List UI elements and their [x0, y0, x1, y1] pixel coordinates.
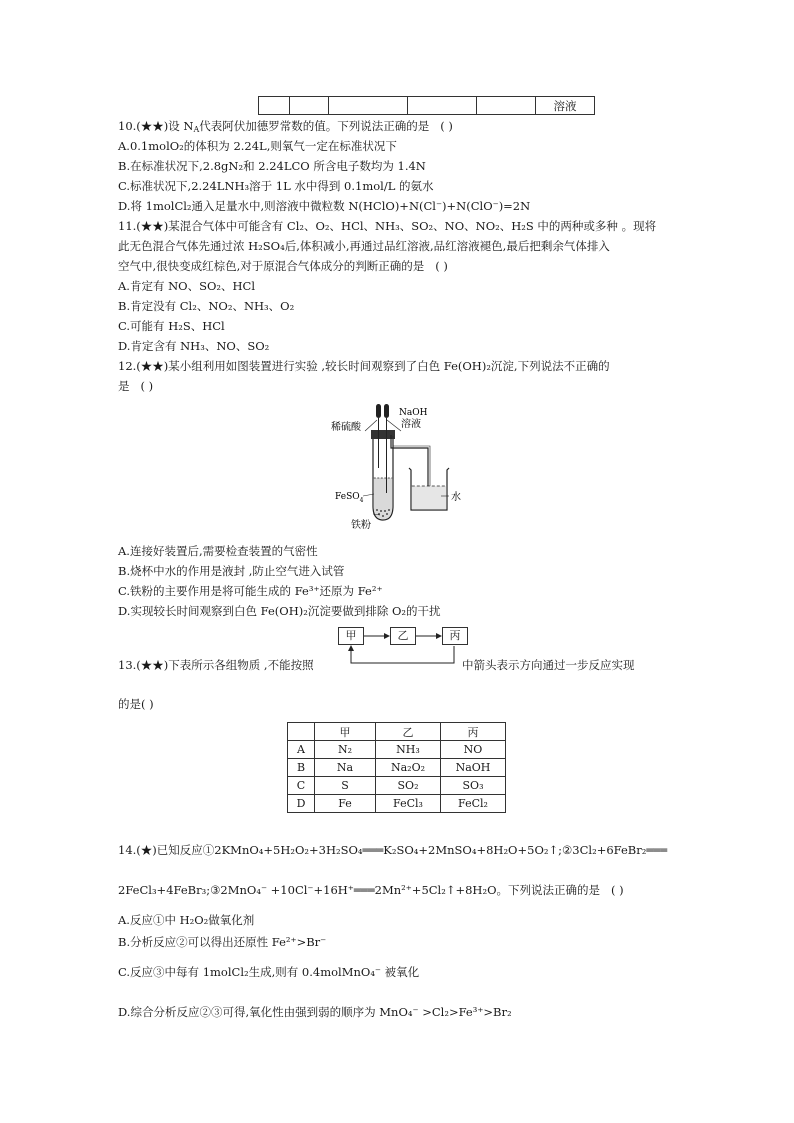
table-cell [290, 97, 329, 115]
q12-stem-line1 [118, 358, 610, 374]
q12-option-a: A.连接好装置后,需要检查装置的气密性 [118, 544, 318, 558]
q10-stem-tail: 代表阿伏加德罗常数的值。下列说法正确的是 [199, 119, 430, 133]
arrowhead-bing-to-jia [348, 645, 354, 651]
table-row [288, 741, 506, 759]
table-cell: 溶液 [536, 97, 595, 115]
table-cell: N₂ [315, 741, 376, 759]
q13-stem [118, 657, 314, 673]
q10-option-a: A.0.1molO₂的体积为 2.24L,则氧气一定在标准状况下 [118, 139, 397, 153]
q13-stem-line2: 的是( ) [118, 697, 154, 711]
dropper-bulb-left [376, 404, 381, 418]
q11-stem-line2: 此无色混合气体先通过浓 H₂SO₄后,体积减小,再通过品红溶液,品红溶液褪色,最后把剩余气体排入 [118, 239, 610, 253]
flow-arrows [330, 627, 480, 677]
q14-stem-line1 [118, 842, 667, 858]
leader-naoh [387, 420, 401, 431]
table-cell: SO₃ [441, 777, 506, 795]
table-header-cell: 甲 [315, 723, 376, 741]
table-cell: Na₂O₂ [376, 759, 441, 777]
previous-question-table [258, 96, 595, 115]
table-cell: A [288, 741, 315, 759]
label-dilute-sulfuric-acid: 稀硫酸 [331, 422, 361, 433]
table-cell: S [315, 777, 376, 795]
question-number: 10.(★★) [118, 119, 169, 133]
q12-line2-text: 是 [118, 379, 130, 393]
q10-stem-text: 设 N [168, 119, 194, 133]
arrowhead-yi-to-bing [436, 633, 442, 639]
table-cell: Fe [315, 795, 376, 813]
q10-stem [118, 118, 453, 138]
question-number: 13.(★★) [118, 658, 169, 672]
table-header-cell: 丙 [441, 723, 506, 741]
arrowhead-jia-to-yi [384, 633, 390, 639]
table-cell: C [288, 777, 315, 795]
label-feso4 [335, 492, 364, 504]
question-number: 11.(★★) [118, 219, 169, 233]
table-cell [408, 97, 477, 115]
answer-blank: ( ) [440, 119, 453, 133]
feso4-solution [374, 478, 392, 519]
dropper-bulb-right [384, 404, 389, 418]
q14-option-d: D.综合分析反应②③可得,氧化性由强到弱的顺序为 MnO₄⁻ >Cl₂>Fe³⁺>Br₂ [118, 1005, 512, 1019]
label-feso4-sub: 4 [359, 497, 364, 504]
label-solution: 溶液 [401, 419, 421, 430]
answer-blank: ( ) [435, 259, 448, 273]
flow-box-bing: 丙 [442, 627, 468, 645]
table-header-cell: 乙 [376, 723, 441, 741]
q14-option-c: C.反应③中每有 1molCl₂生成,则有 0.4molMnO₄⁻ 被氧化 [118, 965, 420, 979]
q14-option-a: A.反应①中 H₂O₂做氧化剂 [118, 913, 255, 927]
flow-box-yi: 乙 [390, 627, 416, 645]
q10-stem-sub: A [193, 125, 200, 134]
label-feso4-text: FeSO [335, 492, 360, 502]
q10-option-c: C.标准状况下,2.24LNH₃溶于 1L 水中得到 0.1mol/L 的氨水 [118, 179, 434, 193]
q13-stem-b: 中箭头表示方向通过一步反应实现 [462, 658, 635, 672]
question-number: 14.(★) [118, 843, 157, 857]
label-water: 水 [451, 492, 461, 503]
leader-feso4 [363, 494, 374, 496]
q14-stem-line2 [118, 882, 624, 898]
q11-option-b: B.肯定没有 Cl₂、NO₂、NH₃、O₂ [118, 299, 295, 313]
table-cell: D [288, 795, 315, 813]
leader-acid [365, 420, 377, 431]
table-cell: SO₂ [376, 777, 441, 795]
table-cell [477, 97, 536, 115]
q13-table [287, 722, 506, 813]
q12-option-c: C.铁粉的主要作用是将可能生成的 Fe³⁺还原为 Fe²⁺ [118, 584, 383, 598]
q12-option-d: D.实现较长时间观察到白色 Fe(OH)₂沉淀要做到排除 O₂的干扰 [118, 604, 441, 618]
experiment-apparatus-figure [325, 398, 475, 533]
question-number: 12.(★★) [118, 359, 169, 373]
table-row [288, 795, 506, 813]
q11-option-c: C.可能有 H₂S、HCl [118, 319, 225, 333]
q12-option-b: B.烧杯中水的作用是液封 ,防止空气进入试管 [118, 564, 345, 578]
label-naoh: NaOH [399, 408, 428, 418]
table-cell: NaOH [441, 759, 506, 777]
q11-line1-text: 某混合气体中可能含有 Cl₂、O₂、HCl、NH₃、SO₂、NO、NO₂、H₂S 中的两种或多种 。现将 [168, 219, 657, 233]
table-header-row [288, 723, 506, 741]
table-cell: B [288, 759, 315, 777]
answer-blank: ( ) [140, 379, 154, 393]
q14-option-b: B.分析反应②可以得出还原性 Fe²⁺>Br⁻ [118, 935, 327, 949]
table-cell [329, 97, 408, 115]
table-header-cell [288, 723, 315, 741]
arrow-bing-to-jia [351, 646, 454, 663]
table-cell: NO [441, 741, 506, 759]
q12-stem-line2 [118, 378, 153, 394]
q14-line1-text: 已知反应①2KMnO₄+5H₂O₂+3H₂SO₄═══K₂SO₄+2MnSO₄+8H₂O+5O₂↑;②3Cl₂+6FeBr₂═══ [156, 843, 668, 857]
q13-stem-a: 下表所示各组物质 ,不能按照 [168, 658, 314, 672]
q14-line2-text: 2FeCl₃+4FeBr₃;③2MnO₄⁻ +10Cl⁻+16H⁺═══2Mn²⁺+5Cl₂↑+8H₂O。下列说法正确的是 [118, 883, 600, 897]
flow-box-jia: 甲 [338, 627, 364, 645]
q11-option-d: D.肯定含有 NH₃、NO、SO₂ [118, 339, 270, 353]
table-cell: FeCl₂ [441, 795, 506, 813]
q11-line3-text: 空气中,很快变成红棕色,对于原混合气体成分的判断正确的是 [118, 259, 425, 273]
table-cell: Na [315, 759, 376, 777]
table-row [288, 759, 506, 777]
q10-option-b: B.在标准状况下,2.8gN₂和 2.24LCO 所含电子数均为 1.4N [118, 159, 426, 173]
beaker-water [412, 486, 446, 509]
q11-stem-line1 [118, 218, 656, 234]
q11-stem-line3 [118, 258, 448, 274]
table-row [288, 777, 506, 795]
table-cell: FeCl₃ [376, 795, 441, 813]
answer-blank: ( ) [610, 883, 624, 897]
table-cell [259, 97, 290, 115]
q10-option-d: D.将 1molCl₂通入足量水中,则溶液中微粒数 N(HClO)+N(Cl⁻)+N(ClO⁻)=2N [118, 199, 531, 213]
q11-option-a: A.肯定有 NO、SO₂、HCl [118, 279, 256, 293]
table-cell: NH₃ [376, 741, 441, 759]
q12-line1-text: 某小组利用如图装置进行实验 ,较长时间观察到了白色 Fe(OH)₂沉淀,下列说法不正确的 [168, 359, 610, 373]
label-iron-powder: 铁粉 [351, 520, 371, 531]
